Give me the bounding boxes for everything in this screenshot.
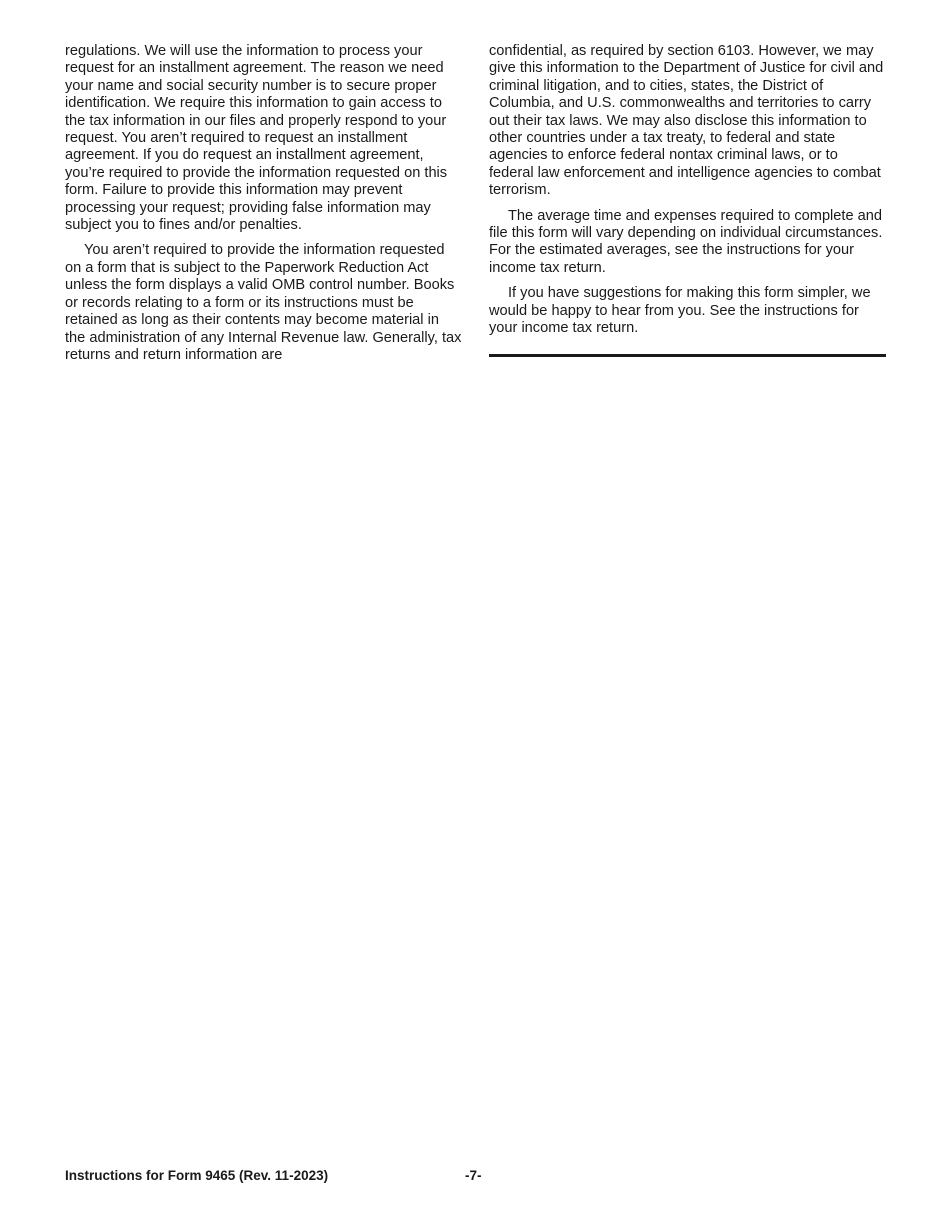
right-paragraph-1: confidential, as required by section 6103. However, we may give this information to the Department of Justice for civil and criminal litigation, and to cities, states, the District of Columbia, and U.S. commonwealths and territories to carry out their tax laws. We may also disclose this information to other countries under a tax treaty, to federal and state agencies to enforce federal nontax criminal laws, or to federal law enforcement and intelligence agencies to combat terrorism. <box>489 43 884 199</box>
footer-page-number: -7- <box>465 1168 482 1183</box>
right-paragraph-2: The average time and expenses required to complete and file this form will vary depending on individual circumstances. For the estimated averages, see the instructions for your income tax return. <box>489 207 883 276</box>
right-paragraph-3: If you have suggestions for making this form simpler, we would be happy to hear from you. See the instructions for your income tax return. <box>489 285 871 337</box>
footer-form-title: Instructions for Form 9465 (Rev. 11-2023) <box>65 1168 329 1183</box>
page-footer <box>65 1168 886 1186</box>
left-paragraph-1: regulations. We will use the information to process your request for an installment agreement. The reason we need your name and social security number is to secure proper identification. We require this information to gain access to the tax information in our files and properly respond to your request. You aren’t required to request an installment agreement. If you do request an installment agreement, you’re required to provide the information requested on this form. Failure to provide this information may prevent processing your request; providing false information may subject you to fines and/or penalties. <box>65 43 448 234</box>
right-text-column <box>489 43 886 357</box>
section-end-rule <box>489 354 886 357</box>
left-paragraph-2: You aren’t required to provide the information requested on a form that is subject to the Paperwork Reduction Act unless the form displays a valid OMB control number. Books or records relating to a form or its instructions must be retained as long as their contents may become material in the administration of any Internal Revenue law. Generally, tax returns and return information are <box>65 242 462 363</box>
left-text-column <box>65 43 463 372</box>
